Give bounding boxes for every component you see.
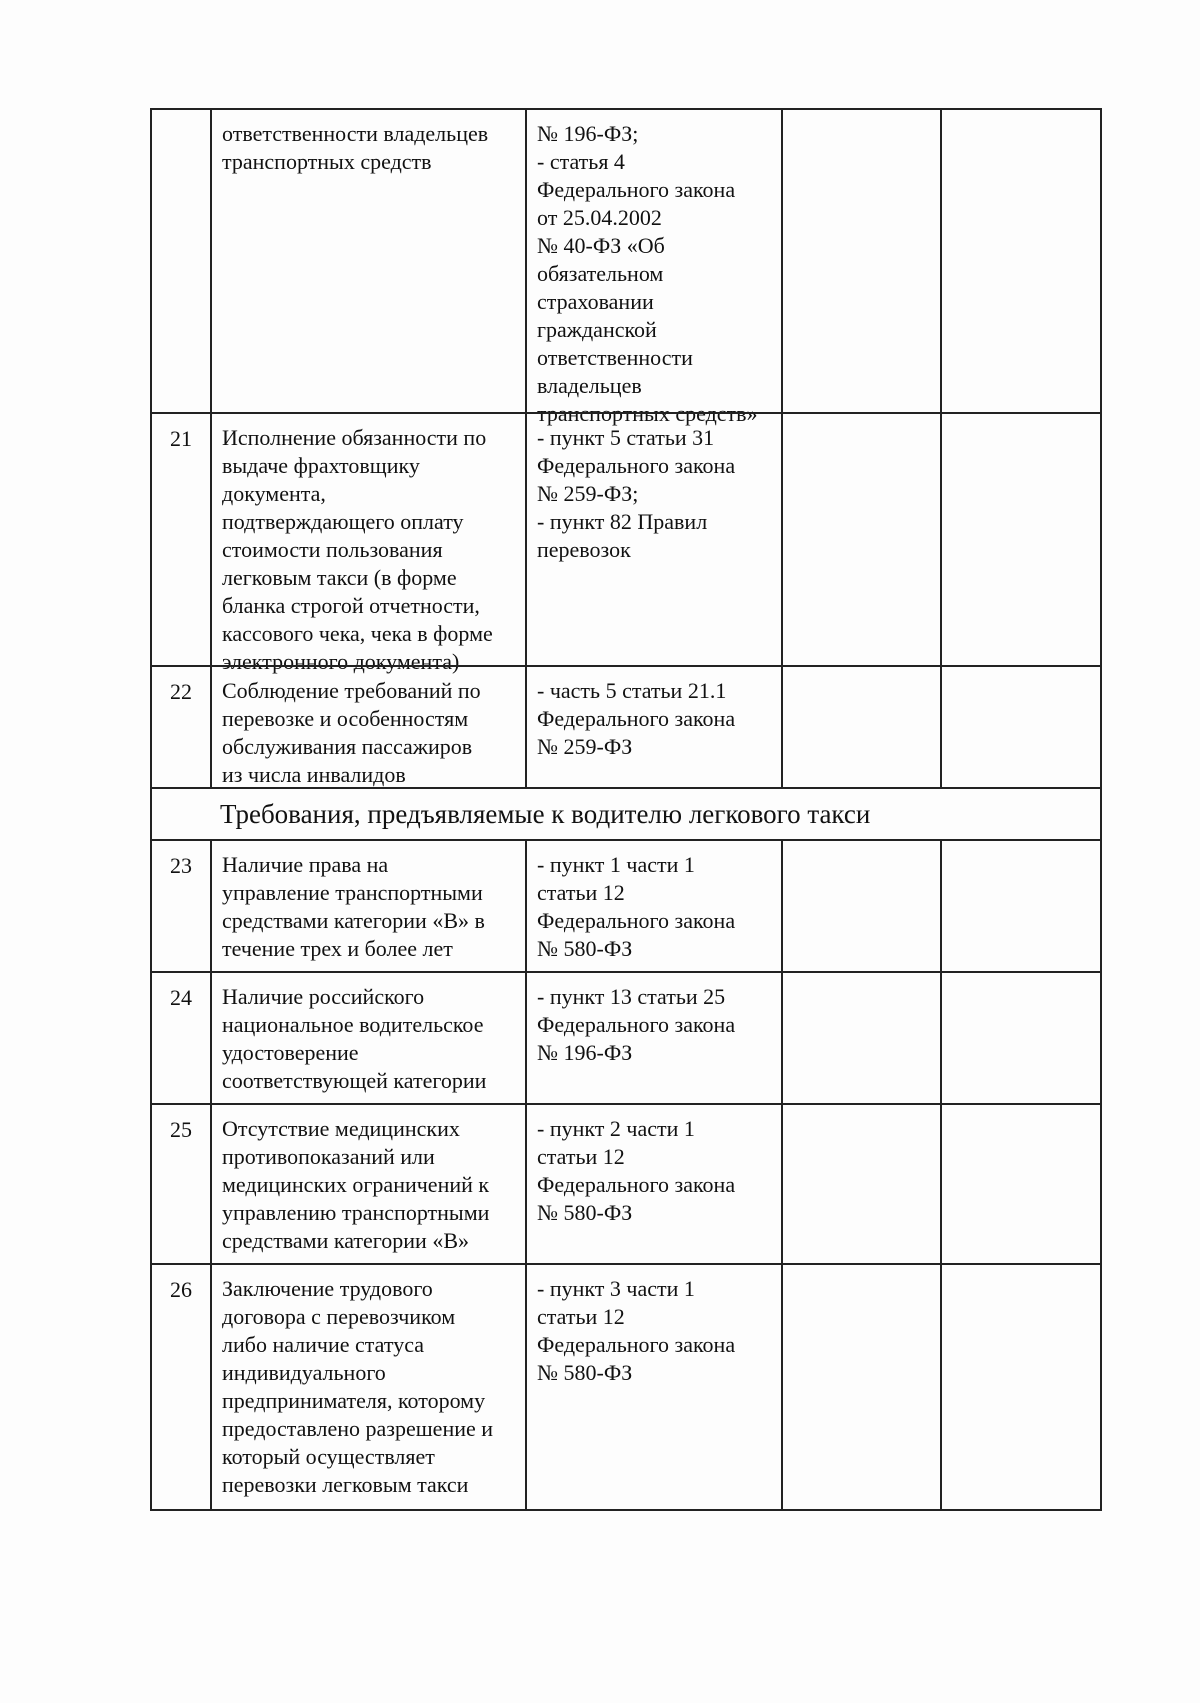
empty-cell	[940, 1265, 1100, 1509]
empty-cell	[940, 841, 1100, 971]
empty-cell	[781, 667, 940, 787]
requirement-cell	[210, 667, 525, 787]
requirement-cell	[210, 1105, 525, 1263]
section-header-row	[150, 787, 1102, 841]
legal-basis-cell	[525, 110, 781, 426]
row-number-cell: 24	[170, 985, 192, 1010]
empty-cell	[940, 110, 1100, 412]
table-row	[150, 839, 1102, 973]
empty-cell	[940, 1105, 1100, 1263]
row-number-cell: 26	[170, 1277, 192, 1302]
table-row	[150, 108, 1102, 426]
empty-cell	[940, 414, 1100, 665]
legal-basis-text: - пункт 13 статьи 25 Федерального закона № 196-ФЗ	[537, 984, 736, 1065]
requirements-table	[150, 108, 1102, 1509]
row-number-cell: 23	[170, 853, 192, 878]
table-row	[150, 412, 1102, 674]
requirement-text: Отсутствие медицинских противопоказаний или медицинских ограничений к управлению транспортными средствами категории «В»	[222, 1116, 490, 1253]
empty-cell	[781, 110, 940, 412]
empty-cell	[781, 973, 940, 1103]
table-row	[150, 971, 1102, 1105]
row-number-cell	[152, 110, 210, 412]
empty-cell	[781, 414, 940, 665]
legal-basis-text: - пункт 2 части 1 статьи 12 Федерального закона № 580-ФЗ	[537, 1116, 736, 1225]
legal-basis-cell	[525, 841, 781, 971]
requirement-text: Наличие российского национальное водительское удостоверение соответствующей категории	[222, 984, 487, 1093]
legal-basis-cell	[525, 667, 781, 787]
requirement-text: Заключение трудового договора с перевозчиком либо наличие статуса индивидуального предпринимателя, которому предоставлено разрешение и который осуществляет перевозки легковым такси	[222, 1276, 494, 1497]
empty-cell	[940, 667, 1100, 787]
empty-cell	[781, 1265, 940, 1509]
legal-basis-text: - пункт 5 статьи 31 Федерального закона № 259-ФЗ; - пункт 82 Правил перевозок	[537, 425, 736, 562]
legal-basis-text: - часть 5 статьи 21.1 Федерального закона № 259-ФЗ	[537, 678, 736, 759]
requirement-cell	[210, 1265, 525, 1509]
table-row	[150, 1103, 1102, 1265]
legal-basis-cell	[525, 414, 781, 665]
legal-basis-text: - пункт 1 части 1 статьи 12 Федерального закона № 580-ФЗ	[537, 852, 736, 961]
legal-basis-cell	[525, 1105, 781, 1263]
row-number-cell: 22	[170, 679, 192, 704]
legal-basis-text: № 196-ФЗ; - статья 4 Федерального закона от 25.04.2002 № 40-ФЗ «Об обязательном страховании гражданской ответственности владельцев транспортных средств»	[537, 121, 758, 426]
legal-basis-text: - пункт 3 части 1 статьи 12 Федерального закона № 580-ФЗ	[537, 1276, 736, 1385]
empty-cell	[781, 841, 940, 971]
legal-basis-cell	[525, 1265, 781, 1509]
empty-cell	[940, 973, 1100, 1103]
requirement-cell	[210, 841, 525, 971]
requirement-text: Исполнение обязанности по выдаче фрахтовщику документа, подтверждающего оплату стоимости пользования легковым такси (в форме бланка строгой отчетности, кассового чека, чека в форме электронного документа)	[222, 425, 493, 674]
requirement-cell	[210, 414, 525, 674]
table-row	[150, 1263, 1102, 1511]
requirement-cell	[210, 973, 525, 1103]
requirement-text: Соблюдение требований по перевозке и особенностям обслуживания пассажиров из числа инвалидов	[222, 678, 481, 787]
row-number-cell: 21	[170, 426, 192, 451]
requirement-text: Наличие права на управление транспортными средствами категории «В» в течение трех и более лет	[222, 852, 485, 961]
section-title: Требования, предъявляемые к водителю легкового такси	[220, 799, 871, 829]
empty-cell	[781, 1105, 940, 1263]
table-row	[150, 665, 1102, 789]
requirement-text: ответственности владельцев транспортных средств	[222, 121, 489, 174]
requirement-cell	[210, 110, 525, 412]
row-number-cell	[152, 789, 210, 839]
legal-basis-cell	[525, 973, 781, 1103]
row-number-cell: 25	[170, 1117, 192, 1142]
